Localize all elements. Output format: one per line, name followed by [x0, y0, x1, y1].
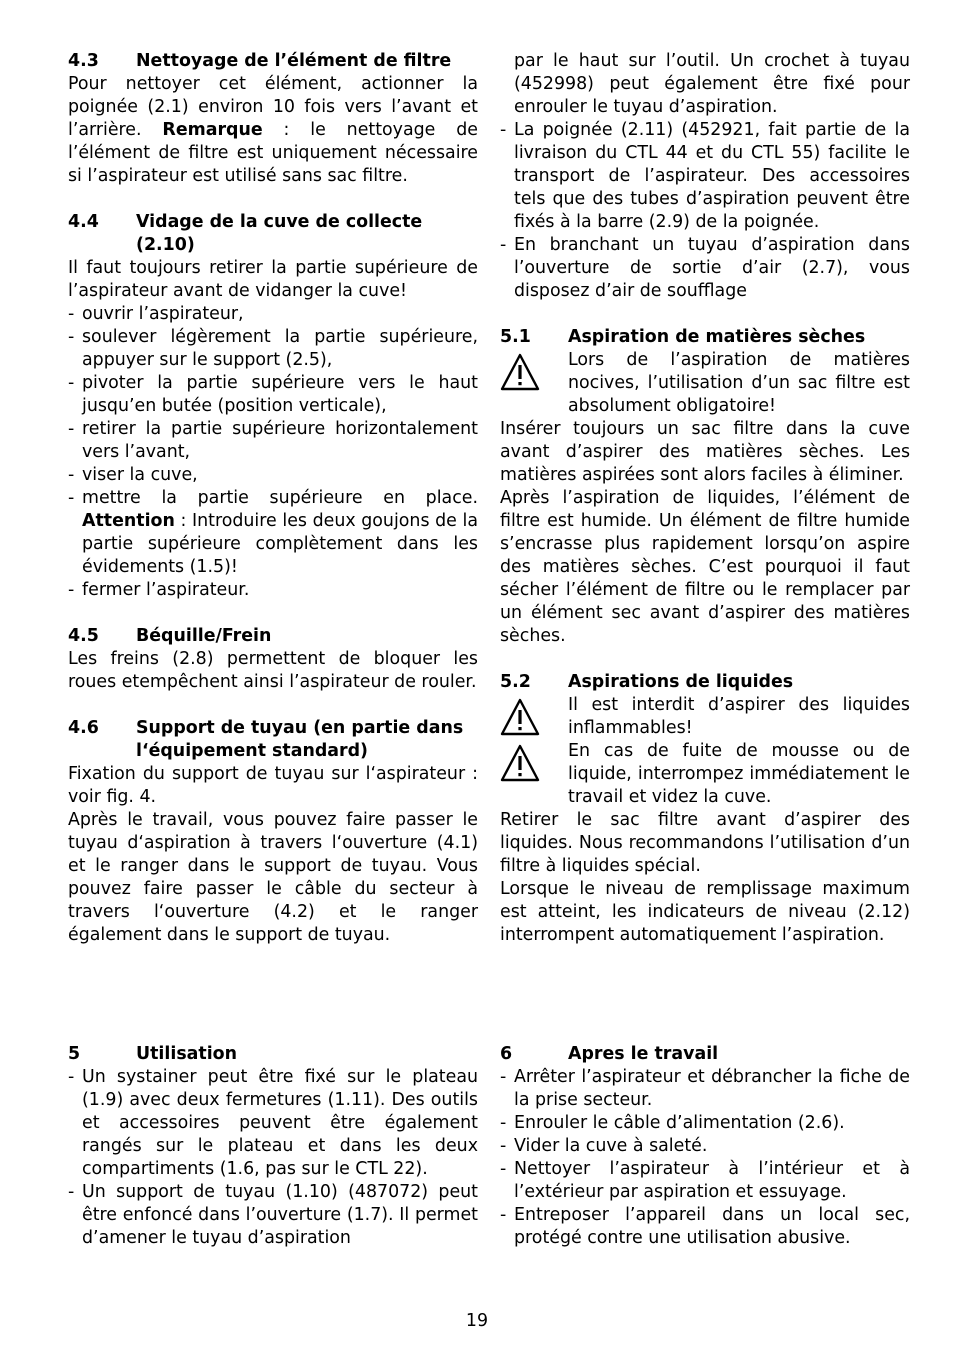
list-item: - Un systainer peut être fixé sur le plateau (1.9) avec deux fermetures (1.11). Des outils et accessoires peuvent être également rangés sur le plateau et dans les deux compartiments (1.6, pas sur le CTL 22).	[68, 1066, 478, 1181]
list-item: - Un support de tuyau (1.10) (487072) peut être enfoncé dans l’ouverture (1.7). Il permet d’amener le tuyau d’aspiration	[68, 1181, 478, 1250]
text: mettre la partie supérieure en place.	[82, 488, 478, 508]
section-4-5	[68, 625, 478, 694]
usage-list	[68, 1066, 478, 1250]
section-title: Béquille/Frein	[136, 626, 272, 646]
text: : le nettoyage de l’élément de filtre est uniquement nécessaire si l’aspirateur est utilisé sans sac filtre.	[68, 120, 478, 186]
left-column-bottom	[68, 1043, 478, 1250]
warning-triangle-icon	[500, 740, 568, 786]
list-item: - Enrouler le câble d’alimentation (2.6).	[500, 1112, 910, 1135]
list-item: - viser la cuve,	[68, 464, 478, 487]
page-number: 19	[465, 1311, 489, 1331]
section-title: Nettoyage de l’élément de filtre	[136, 51, 452, 71]
section-title: Apres le travail	[568, 1044, 719, 1064]
section-title: Utilisation	[136, 1044, 238, 1064]
section-number: 4.5	[68, 626, 99, 646]
section-number: 4.3	[68, 51, 99, 71]
section-heading	[68, 50, 478, 73]
section-title: Support de tuyau (en partie dans l‘équipement standard)	[136, 718, 464, 761]
list-item: - soulever légèrement la partie supérieure, appuyer sur le support (2.5),	[68, 326, 478, 372]
left-column-top	[68, 50, 478, 947]
section-heading	[68, 625, 478, 648]
list-item: - En branchant un tuyau d’aspiration dans l’ouverture de sortie d’air (2.7), vous disposez d’air de soufflage	[500, 234, 910, 303]
text: Pour nettoyer cet élément, actionner la poignée (2.1) environ 10 fois vers l’avant et l’arrière.	[68, 74, 478, 140]
section-5-1	[500, 326, 910, 648]
list-item: - retirer la partie supérieure horizontalement vers l’avant,	[68, 418, 478, 464]
warning-block	[500, 694, 910, 740]
section-4-6	[68, 717, 478, 947]
paragraph: Il faut toujours retirer la partie supérieure de l’aspirateur avant de vidanger la cuve!	[68, 258, 478, 301]
warning-block	[500, 740, 910, 809]
right-column-top	[500, 50, 910, 947]
section-4-3	[68, 50, 478, 188]
section-5-2	[500, 671, 910, 947]
warning-text: Il est interdit d’aspirer des liquides inflammables!	[568, 695, 910, 738]
section-title: Aspiration de matières sèches	[568, 327, 866, 347]
paragraph: Les freins (2.8) permettent de bloquer les roues etempêchent ainsi l’aspirateur de rouler.	[68, 649, 478, 692]
remark-label: Remarque	[162, 120, 263, 140]
section-title: Vidage de la cuve de collecte (2.10)	[136, 212, 423, 255]
list-item-continuation: par le haut sur l’outil. Un crochet à tuyau (452998) peut également être fixé pour enrouler le tuyau d’aspiration.	[514, 51, 910, 117]
step-list	[68, 303, 478, 602]
section-5	[68, 1043, 478, 1250]
list-item: - fermer l’aspirateur.	[68, 579, 478, 602]
paragraph: Fixation du support de tuyau sur l‘aspirateur : voir fig. 4.	[68, 764, 478, 807]
section-number: 5.1	[500, 327, 531, 347]
section-number: 4.4	[68, 212, 99, 232]
section-6	[500, 1043, 910, 1250]
list-item: - La poignée (2.11) (452921, fait partie de la livraison du CTL 44 et du CTL 55) facilite le transport de l’aspirateur. Des accessoires tels que des tubes d’aspiration peuvent être fixés à la barre (2.9) de la poignée.	[500, 119, 910, 234]
warning-triangle-icon	[500, 694, 568, 740]
list-item: - ouvrir l’aspirateur,	[68, 303, 478, 326]
section-title: Aspirations de liquides	[568, 672, 794, 692]
list-item	[68, 487, 478, 579]
list-item: - Nettoyer l’aspirateur à l’intérieur et à l’extérieur par aspiration et essuyage.	[500, 1158, 910, 1204]
paragraph: Après l’aspiration de liquides, l’élément de filtre est humide. Un élément de filtre humide s’encrasse plus rapidement lorsqu’on aspire des matières sèches. C’est pourquoi il faut sécher l’élément de filtre ou le remplacer par un élément sec avant d’aspirer des matières sèches.	[500, 488, 910, 646]
paragraph: Retirer le sac filtre avant d’aspirer des liquides. Nous recommandons l’utilisation d’un filtre à liquides spécial.	[500, 810, 910, 876]
text: : Introduire les deux goujons de la partie supérieure complètement dans les évidements (1.5)!	[82, 511, 478, 577]
section-heading	[500, 671, 910, 694]
section-heading	[68, 717, 478, 763]
section-4-4	[68, 211, 478, 602]
section-number: 5	[68, 1044, 81, 1064]
section-number: 6	[500, 1044, 513, 1064]
warning-text: En cas de fuite de mousse ou de liquide, interrompez immédiatement le travail et videz la cuve.	[568, 741, 910, 807]
section-number: 5.2	[500, 672, 531, 692]
warning-triangle-icon	[500, 349, 568, 395]
list-item: - Arrêter l’aspirateur et débrancher la fiche de la prise secteur.	[500, 1066, 910, 1112]
list-item: - Entreposer l’appareil dans un local sec, protégé contre une utilisation abusive.	[500, 1204, 910, 1250]
paragraph	[68, 73, 478, 188]
right-column-bottom	[500, 1043, 910, 1250]
paragraph: Lorsque le niveau de remplissage maximum est atteint, les indicateurs de niveau (2.12) interrompent automatiquement l’aspiration.	[500, 879, 910, 945]
list-item: - Vider la cuve à saleté.	[500, 1135, 910, 1158]
list-item: - pivoter la partie supérieure vers le haut jusqu’en butée (position verticale),	[68, 372, 478, 418]
section-heading	[500, 326, 910, 349]
section-heading	[68, 1043, 478, 1066]
attention-label: Attention	[82, 511, 175, 531]
section-heading	[500, 1043, 910, 1066]
after-work-list	[500, 1066, 910, 1250]
warning-text: Lors de l’aspiration de matières nocives, l’utilisation d’un sac filtre est absolument obligatoire!	[568, 350, 910, 416]
section-number: 4.6	[68, 718, 99, 738]
usage-list-continued	[500, 119, 910, 303]
paragraph: Après le travail, vous pouvez faire passer le tuyau d‘aspiration à travers l‘ouverture (4.1) et le ranger dans le support de tuyau. Vous pouvez faire passer le câble du secteur à travers l‘ouverture (4.2) et le ranger également dans le support de tuyau.	[68, 810, 478, 945]
paragraph: Insérer toujours un sac filtre dans la cuve avant d’aspirer des matières sèches. Les matières aspirées sont alors faciles à éliminer.	[500, 419, 910, 485]
section-heading	[68, 211, 478, 257]
warning-block	[500, 349, 910, 418]
